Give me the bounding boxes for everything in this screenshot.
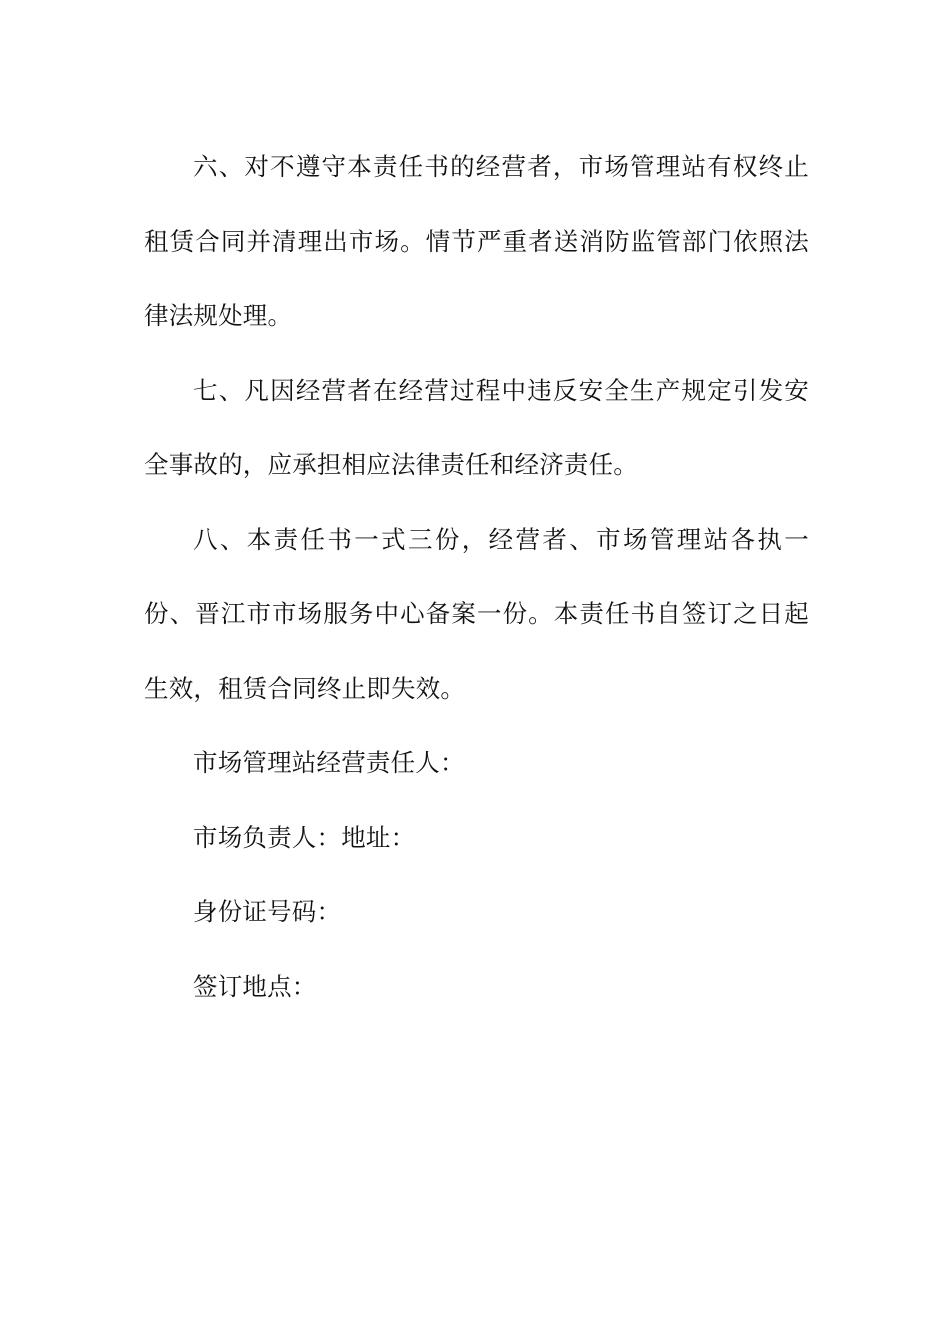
- document-body: [144, 130, 809, 1024]
- station-manager-label: 市场管理站经营责任人：: [193, 748, 465, 777]
- clause-eight: 八、本责任书一式三份，经营者、市场管理站各执一份、晋江市市场服务中心备案一份。本责任书自签订之日起生效，租赁合同终止即失效。: [144, 524, 809, 703]
- clause-seven: 七、凡因经营者在经营过程中违反安全生产规定引发安全事故的，应承担相应法律责任和经济责任。: [144, 375, 809, 479]
- id-number-label: 身份证号码：: [193, 897, 342, 926]
- signing-place-label: 签订地点：: [193, 971, 317, 1001]
- market-head-address-label: 市场负责人：地址：: [193, 822, 416, 852]
- clause-six: 六、对不遵守本责任书的经营者，市场管理站有权终止租赁合同并清理出市场。情节严重者送消防监管部门依照法律法规处理。: [144, 152, 809, 330]
